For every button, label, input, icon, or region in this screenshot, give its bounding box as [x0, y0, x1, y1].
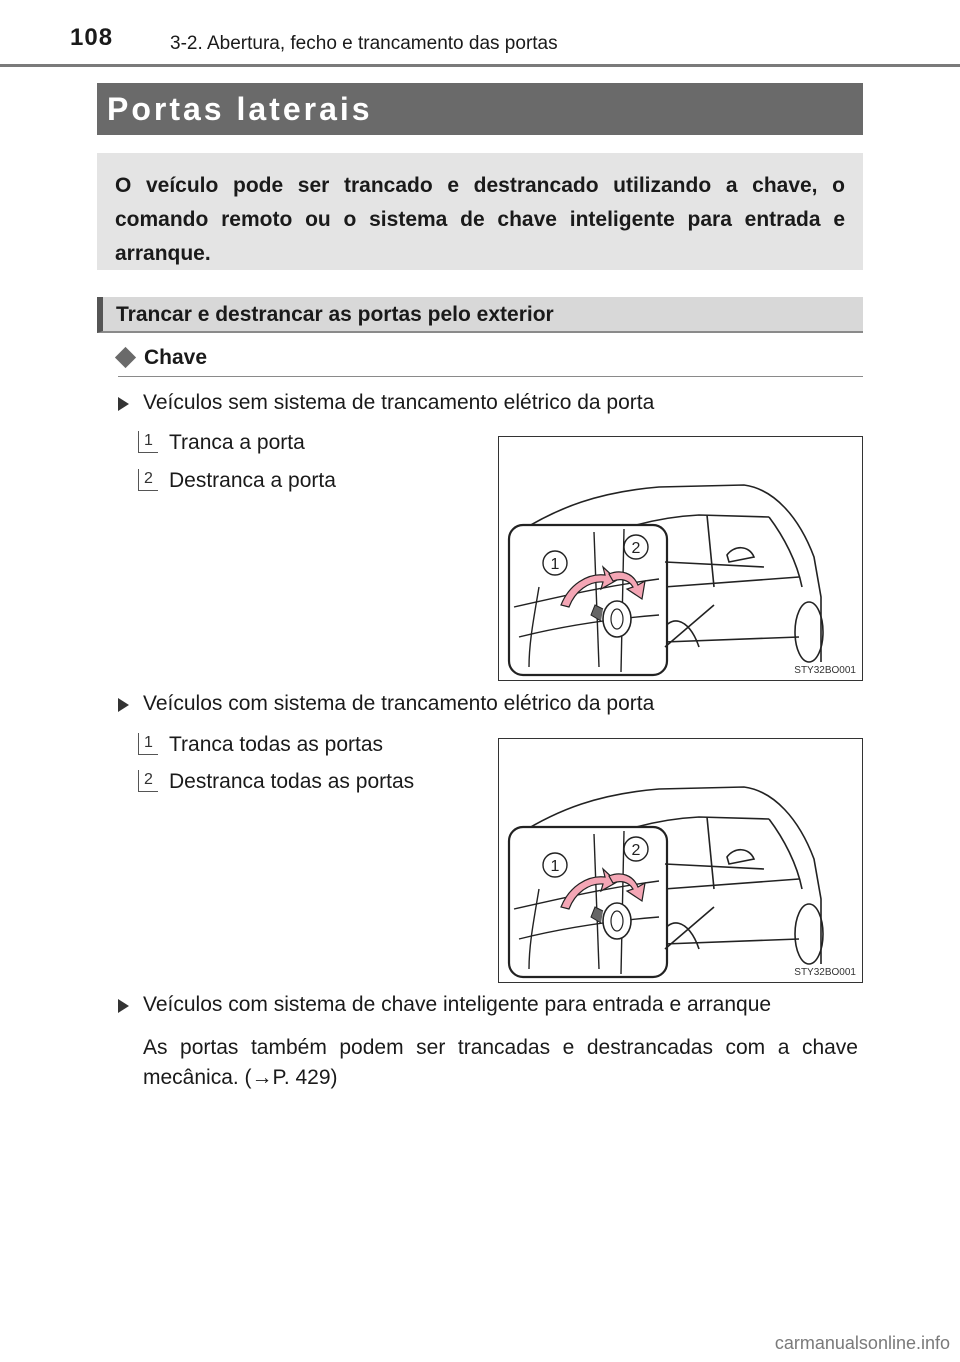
diamond-icon	[115, 347, 136, 368]
callout-1: 1	[550, 556, 560, 573]
step-item	[138, 733, 478, 761]
step-text: Destranca todas as portas	[169, 770, 415, 793]
step-number: 1	[138, 431, 158, 453]
bullet-power-lock	[118, 692, 863, 720]
step-text: Tranca todas as portas	[169, 733, 383, 756]
car-door-key-drawing	[499, 437, 864, 682]
step-item	[138, 469, 478, 497]
callout-2: 2	[631, 540, 641, 557]
smart-key-note: As portas também podem ser trancadas e destrancadas com a chave mecânica. (→P. 429)	[143, 1036, 858, 1089]
step-number: 1	[138, 733, 158, 755]
intro-box	[97, 153, 863, 270]
car-door-key-drawing	[499, 739, 864, 984]
subsection-title: Trancar e destrancar as portas pelo exterior	[116, 303, 554, 326]
step-text: Tranca a porta	[169, 431, 305, 454]
callout-1: 1	[550, 858, 560, 875]
arrow-right-icon	[118, 698, 129, 712]
bullet-text: Veículos com sistema de trancamento elétrico da porta	[143, 692, 655, 715]
bullet-text: Veículos sem sistema de trancamento elétrico da porta	[143, 391, 655, 414]
watermark: carmanualsonline.info	[774, 1333, 950, 1353]
step-number: 2	[138, 770, 158, 792]
step-item	[138, 431, 478, 459]
intro-text: O veículo pode ser trancado e destrancado utilizando a chave, o comando remoto ou o sistema de chave inteligente para entrada e arranque.	[115, 174, 845, 265]
header-divider	[0, 64, 960, 67]
page-title: Portas laterais	[107, 91, 373, 127]
bullet-text: Veículos com sistema de chave inteligente para entrada e arranque	[143, 993, 772, 1016]
step-number: 2	[138, 469, 158, 491]
item-title	[118, 344, 863, 377]
page-header	[0, 0, 960, 68]
section-reference: 3-2. Abertura, fecho e trancamento das portas	[170, 33, 558, 54]
bullet-no-power-lock	[118, 391, 863, 419]
key-lock-illustration	[498, 436, 863, 681]
step-item	[138, 770, 478, 798]
step-text: Destranca a porta	[169, 469, 336, 492]
item-title-text: Chave	[144, 346, 208, 369]
title-bar	[97, 83, 863, 135]
page-number: 108	[70, 24, 114, 51]
bullet-smart-key	[118, 993, 863, 1021]
subsection-header	[97, 297, 863, 333]
figure-code: STY32BO001	[794, 967, 856, 978]
callout-2: 2	[631, 842, 641, 859]
arrow-right-icon	[118, 999, 129, 1013]
key-lock-illustration	[498, 738, 863, 983]
figure-code: STY32BO001	[794, 665, 856, 676]
arrow-right-icon	[118, 397, 129, 411]
